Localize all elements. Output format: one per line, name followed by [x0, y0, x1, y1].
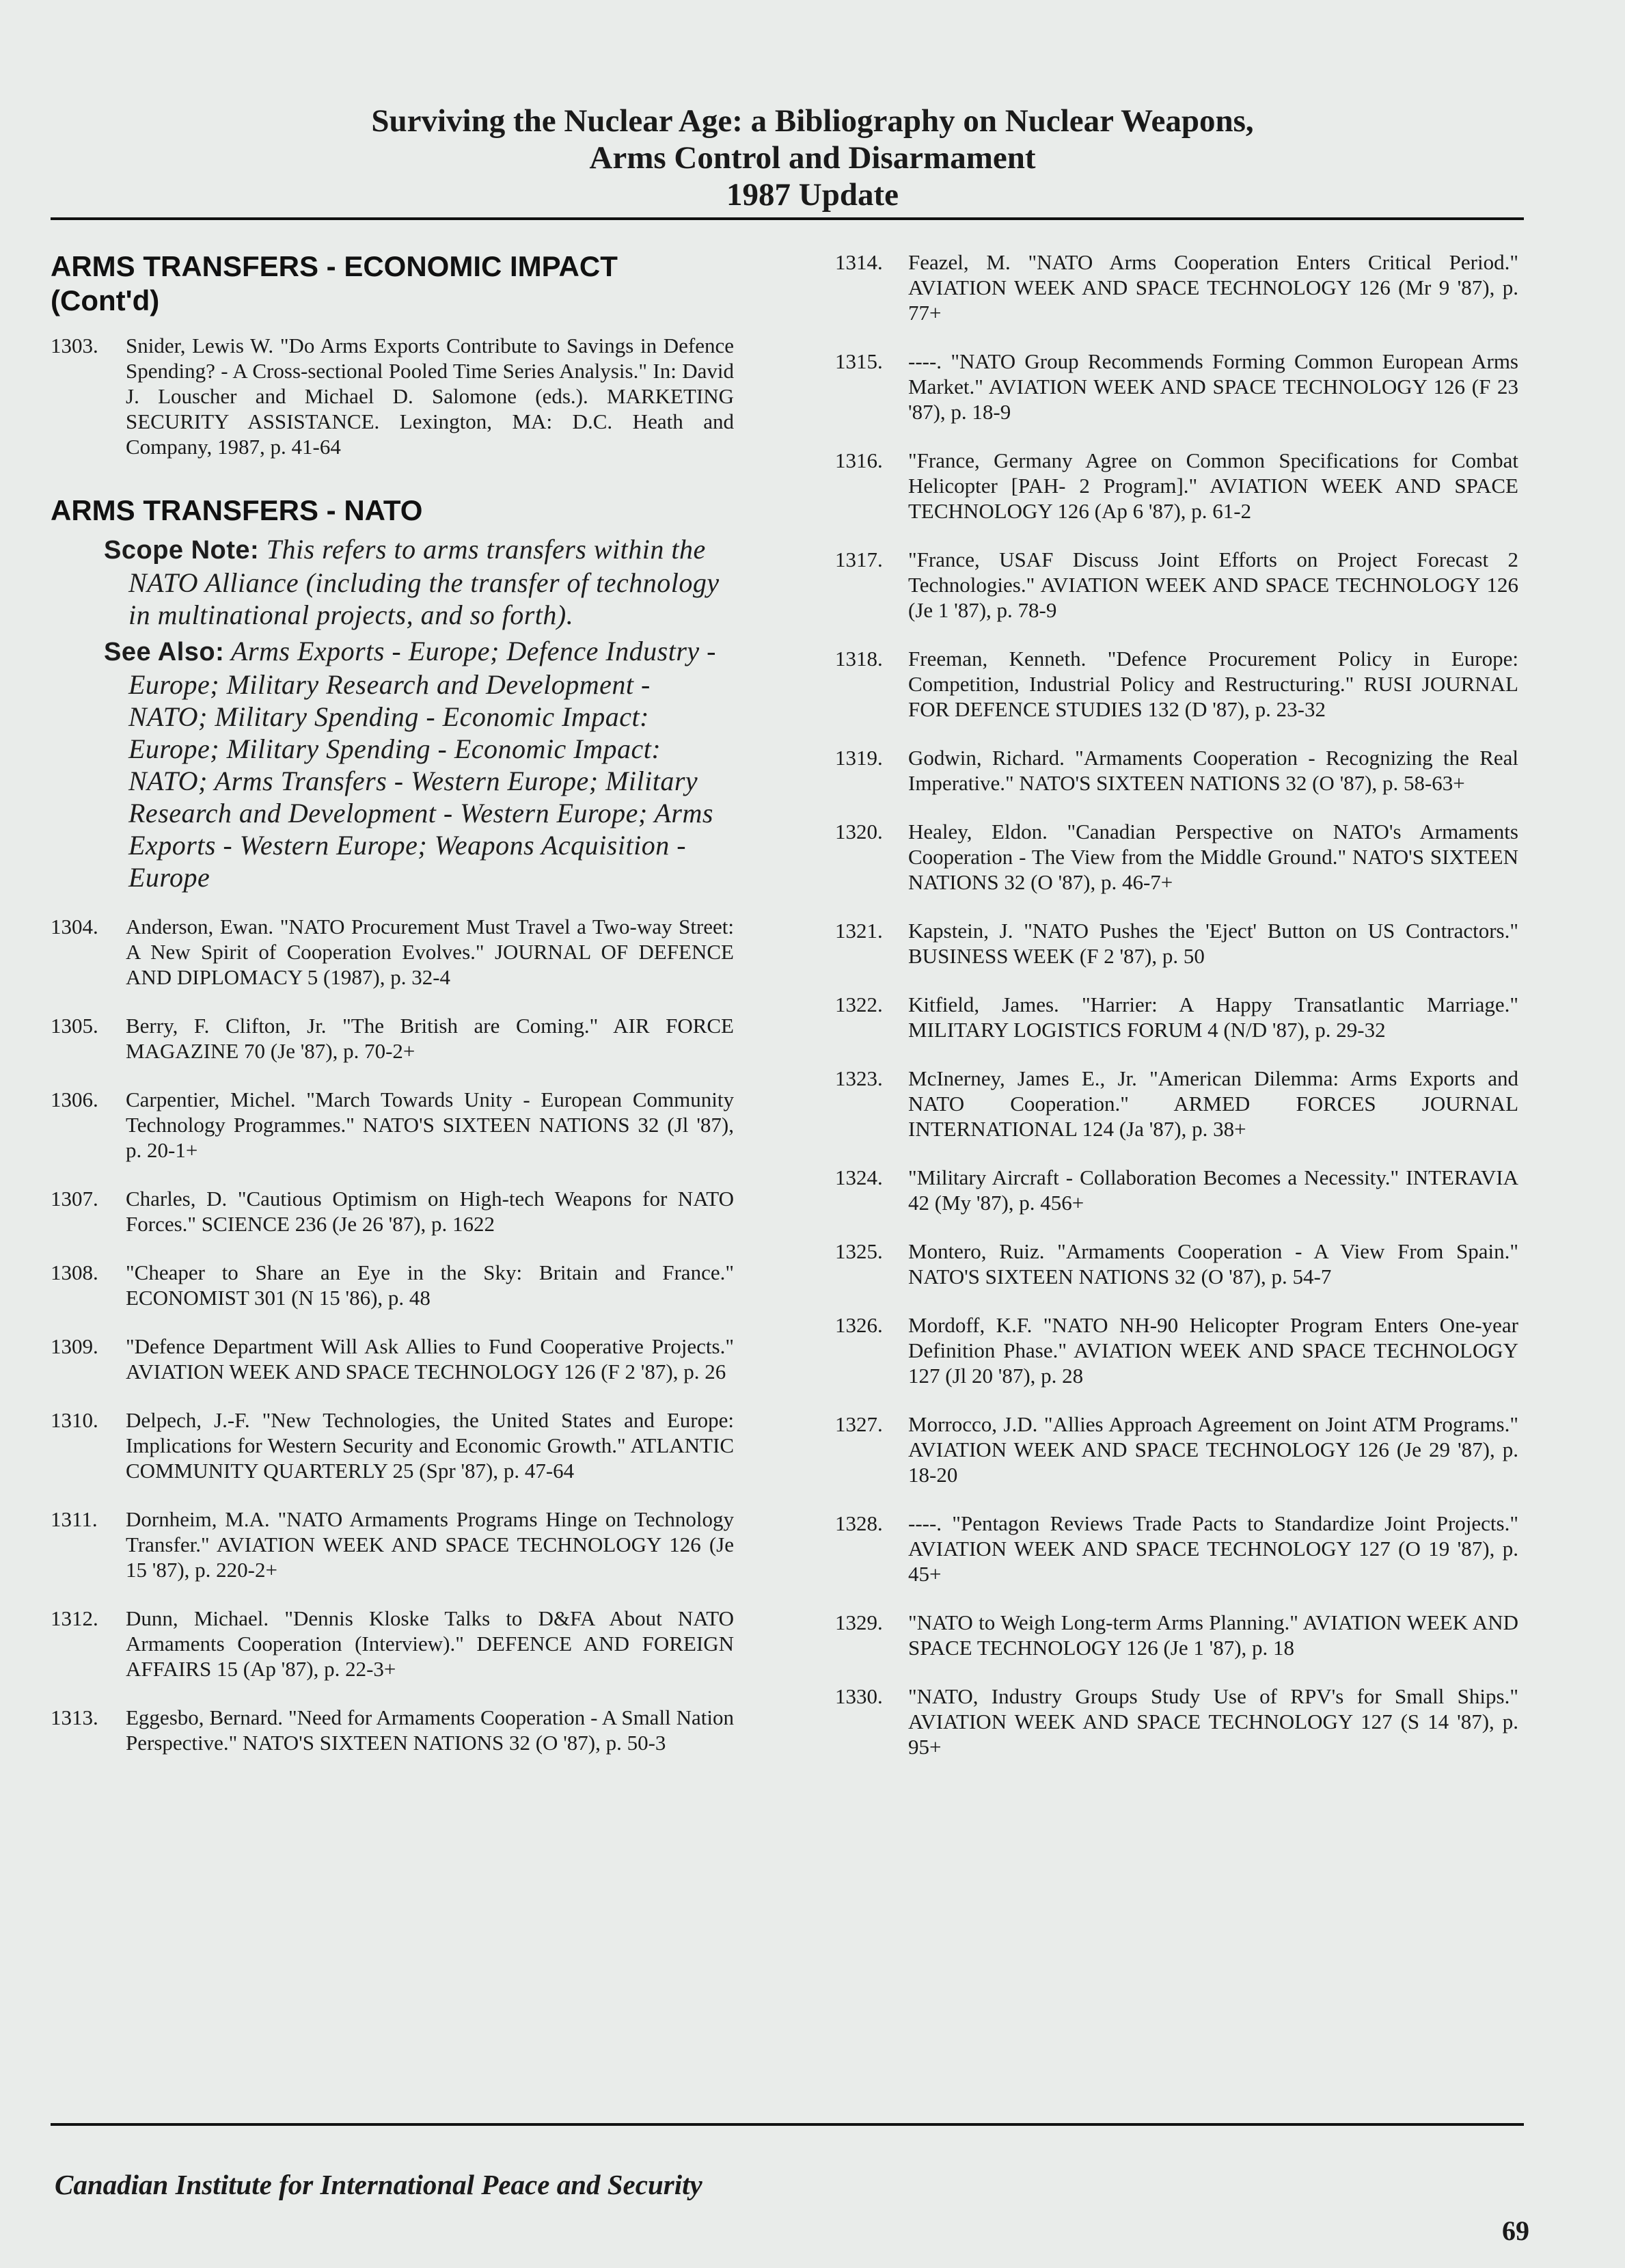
bibliography-entry [51, 1260, 734, 1310]
bibliography-entry [51, 1606, 734, 1682]
bibliography-entry [835, 1412, 1518, 1487]
entry-number: 1305. [51, 1014, 98, 1038]
bibliography-entry [51, 1087, 734, 1163]
entry-number: 1313. [51, 1705, 98, 1729]
section-heading-line-2: (Cont'd) [51, 284, 160, 316]
title-line-2: Arms Control and Disarmament [589, 140, 1036, 176]
section-heading-economic-impact [51, 249, 734, 318]
entry-text: Kapstein, J. "NATO Pushes the 'Eject' Button on US Contractors." BUSINESS WEEK (F 2 '87), p. 50 [908, 919, 1518, 968]
entry-number: 1311. [51, 1507, 98, 1531]
bibliography-entry [835, 1684, 1518, 1759]
entry-number: 1304. [51, 915, 98, 939]
footer-institute: Canadian Institute for International Peace and Security [55, 2169, 702, 2200]
entry-text: Charles, D. "Cautious Optimism on High-tech Weapons for NATO Forces." SCIENCE 236 (Je 26 '87), p. 1622 [126, 1187, 734, 1236]
bibliography-entry [835, 745, 1518, 796]
entry-number: 1312. [51, 1606, 98, 1630]
entry-number: 1310. [51, 1408, 98, 1432]
section-heading-line-1: ARMS TRANSFERS - ECONOMIC IMPACT [51, 250, 618, 282]
bibliography-entry [835, 547, 1518, 623]
entry-text: Freeman, Kenneth. "Defence Procurement Policy in Europe: Competition, Industrial Policy and Restructuring." RUSI JOURNAL FOR DEFENCE STUDIES 132 (D '87), p. 23-32 [908, 647, 1518, 721]
entry-number: 1328. [835, 1511, 883, 1535]
entry-text: McInerney, James E., Jr. "American Dilemma: Arms Exports and NATO Cooperation." ARMED FORCES JOURNAL INTERNATIONAL 124 (Ja '87), p. 38+ [908, 1066, 1518, 1141]
title-line-1: Surviving the Nuclear Age: a Bibliography on Nuclear Weapons, [371, 103, 1254, 139]
bibliography-entry [51, 1013, 734, 1064]
bibliography-entry [51, 1705, 734, 1755]
page-number: 69 [1502, 2215, 1529, 2246]
entry-text: Dornheim, M.A. "NATO Armaments Programs Hinge on Technology Transfer." AVIATION WEEK AND SPACE TECHNOLOGY 126 (Je 15 '87), p. 220-2+ [126, 1507, 734, 1582]
bibliography-entry [51, 1186, 734, 1237]
bibliography-entry [835, 448, 1518, 524]
entry-text: Snider, Lewis W. "Do Arms Exports Contribute to Savings in Defence Spending? - A Cross-sectional Pooled Time Series Analysis." In: David J. Louscher and Michael D. Salomone (eds.). MARKETING SECURITY ASSISTANCE. Lexington, MA: D.C. Heath and Company, 1987, p. 41-64 [126, 334, 734, 459]
entry-number: 1316. [835, 448, 883, 472]
bibliography-entry [51, 1507, 734, 1582]
entry-number: 1327. [835, 1412, 883, 1436]
entry-text: "France, USAF Discuss Joint Efforts on Project Forecast 2 Technologies." AVIATION WEEK AND SPACE TECHNOLOGY 126 (Je 1 '87), p. 78-9 [908, 548, 1518, 622]
entry-text: Morrocco, J.D. "Allies Approach Agreement on Joint ATM Programs." AVIATION WEEK AND SPACE TECHNOLOGY 126 (Je 29 '87), p. 18-20 [908, 1412, 1518, 1487]
entry-number: 1325. [835, 1239, 883, 1263]
entry-text: Montero, Ruiz. "Armaments Cooperation - A View From Spain." NATO'S SIXTEEN NATIONS 32 (O '87), p. 54-7 [908, 1239, 1518, 1288]
entry-number: 1315. [835, 349, 883, 373]
entry-number: 1322. [835, 993, 883, 1016]
bibliography-entry [835, 1312, 1518, 1388]
entry-text: ----. "Pentagon Reviews Trade Pacts to Standardize Joint Projects." AVIATION WEEK AND SPACE TECHNOLOGY 127 (O 19 '87), p. 45+ [908, 1511, 1518, 1586]
entry-number: 1321. [835, 919, 883, 943]
bibliography-entry [51, 1407, 734, 1483]
bibliography-entry [835, 349, 1518, 424]
entry-number: 1323. [835, 1066, 883, 1090]
entry-number: 1314. [835, 250, 883, 274]
left-column [51, 249, 734, 1779]
entry-number: 1318. [835, 647, 883, 671]
bibliography-entry [51, 1334, 734, 1384]
bibliography-entry [835, 1239, 1518, 1289]
bibliography-entry [835, 918, 1518, 969]
bibliography-entry [835, 646, 1518, 722]
entry-number: 1309. [51, 1334, 98, 1358]
entry-number: 1329. [835, 1610, 883, 1634]
see-also-text: Arms Exports - Europe; Defence Industry - Europe; Military Research and Development - NATO; Military Spending - Economic Impact: Europe; Military Spending - Economic Impact: NATO; Arms Transfers - Western Europe; Military Research and Development - Western Europe; Arms Exports - Western Europe; Weapons Acquisition - Europe [128, 636, 716, 893]
bibliography-entry [51, 333, 734, 459]
page-title [0, 103, 1625, 213]
entry-text: Kitfield, James. "Harrier: A Happy Transatlantic Marriage." MILITARY LOGISTICS FORUM 4 (N/D '87), p. 29-32 [908, 993, 1518, 1042]
entry-text: Godwin, Richard. "Armaments Cooperation - Recognizing the Real Imperative." NATO'S SIXTEEN NATIONS 32 (O '87), p. 58-63+ [908, 746, 1518, 795]
entry-number: 1307. [51, 1187, 98, 1211]
see-also-note [104, 635, 734, 893]
bibliography-entry [835, 992, 1518, 1042]
right-column [835, 249, 1518, 1783]
see-also-label: See Also: [104, 638, 225, 666]
bibliography-entry [835, 1165, 1518, 1215]
scope-note [104, 533, 734, 631]
entry-text: "NATO, Industry Groups Study Use of RPV's for Small Ships." AVIATION WEEK AND SPACE TECHNOLOGY 127 (S 14 '87), p. 95+ [908, 1684, 1518, 1759]
entry-text: ----. "NATO Group Recommends Forming Common European Arms Market." AVIATION WEEK AND SPACE TECHNOLOGY 126 (F 23 '87), p. 18-9 [908, 349, 1518, 424]
entry-number: 1324. [835, 1165, 883, 1189]
entry-text: "NATO to Weigh Long-term Arms Planning." AVIATION WEEK AND SPACE TECHNOLOGY 126 (Je 1 '87), p. 18 [908, 1610, 1518, 1660]
entry-text: "Military Aircraft - Collaboration Becomes a Necessity." INTERAVIA 42 (My '87), p. 456+ [908, 1165, 1518, 1215]
entry-text: Mordoff, K.F. "NATO NH-90 Helicopter Program Enters One-year Definition Phase." AVIATION WEEK AND SPACE TECHNOLOGY 127 (Jl 20 '87), p. 28 [908, 1313, 1518, 1388]
entry-number: 1320. [835, 820, 883, 843]
entry-text: Anderson, Ewan. "NATO Procurement Must Travel a Two-way Street: A New Spirit of Cooperation Evolves." JOURNAL OF DEFENCE AND DIPLOMACY 5 (1987), p. 32-4 [126, 915, 734, 989]
entry-text: Dunn, Michael. "Dennis Kloske Talks to D&FA About NATO Armaments Cooperation (Interview)." DEFENCE AND FOREIGN AFFAIRS 15 (Ap '87), p. 22-3+ [126, 1606, 734, 1681]
bibliography-entry [835, 819, 1518, 895]
title-line-3: 1987 Update [726, 177, 899, 213]
entry-number: 1317. [835, 548, 883, 571]
entry-number: 1330. [835, 1684, 883, 1708]
entry-text: Carpentier, Michel. "March Towards Unity - European Community Technology Programmes." NATO'S SIXTEEN NATIONS 32 (Jl '87), p. 20-1+ [126, 1088, 734, 1162]
entry-text: Eggesbo, Bernard. "Need for Armaments Cooperation - A Small Nation Perspective." NATO'S SIXTEEN NATIONS 32 (O '87), p. 50-3 [126, 1705, 734, 1755]
entry-text: Feazel, M. "NATO Arms Cooperation Enters Critical Period." AVIATION WEEK AND SPACE TECHNOLOGY 126 (Mr 9 '87), p. 77+ [908, 250, 1518, 325]
entry-number: 1308. [51, 1260, 98, 1284]
entry-text: "France, Germany Agree on Common Specifications for Combat Helicopter [PAH- 2 Program]." AVIATION WEEK AND SPACE TECHNOLOGY 126 (Ap 6 '87), p. 61-2 [908, 448, 1518, 523]
bibliography-entry [835, 249, 1518, 325]
entry-number: 1303. [51, 334, 98, 357]
entry-number: 1326. [835, 1313, 883, 1337]
scope-note-label: Scope Note: [104, 536, 260, 565]
entry-text: Healey, Eldon. "Canadian Perspective on NATO's Armaments Cooperation - The View from the Middle Ground." NATO'S SIXTEEN NATIONS 32 (O '87), p. 46-7+ [908, 820, 1518, 894]
top-divider [51, 217, 1524, 220]
entry-text: "Cheaper to Share an Eye in the Sky: Britain and France." ECONOMIST 301 (N 15 '86), p. 48 [126, 1260, 734, 1310]
bibliography-entry [51, 914, 734, 990]
bibliography-entry [835, 1066, 1518, 1142]
bottom-divider [51, 2123, 1524, 2126]
bibliography-entry [835, 1610, 1518, 1660]
entry-number: 1306. [51, 1088, 98, 1111]
entry-text: Delpech, J.-F. "New Technologies, the United States and Europe: Implications for Western Security and Economic Growth." ATLANTIC COMMUNITY QUARTERLY 25 (Spr '87), p. 47-64 [126, 1408, 734, 1483]
scope-note-text: This refers to arms transfers within the NATO Alliance (including the transfer of technology in multinational projects, and so forth). [128, 534, 720, 630]
bibliography-entry [835, 1511, 1518, 1587]
entry-text: "Defence Department Will Ask Allies to Fund Cooperative Projects." AVIATION WEEK AND SPACE TECHNOLOGY 126 (F 2 '87), p. 26 [126, 1334, 734, 1383]
entry-text: Berry, F. Clifton, Jr. "The British are Coming." AIR FORCE MAGAZINE 70 (Je '87), p. 70-2+ [126, 1014, 734, 1063]
section-heading-nato: ARMS TRANSFERS - NATO [51, 494, 423, 526]
entry-number: 1319. [835, 746, 883, 770]
